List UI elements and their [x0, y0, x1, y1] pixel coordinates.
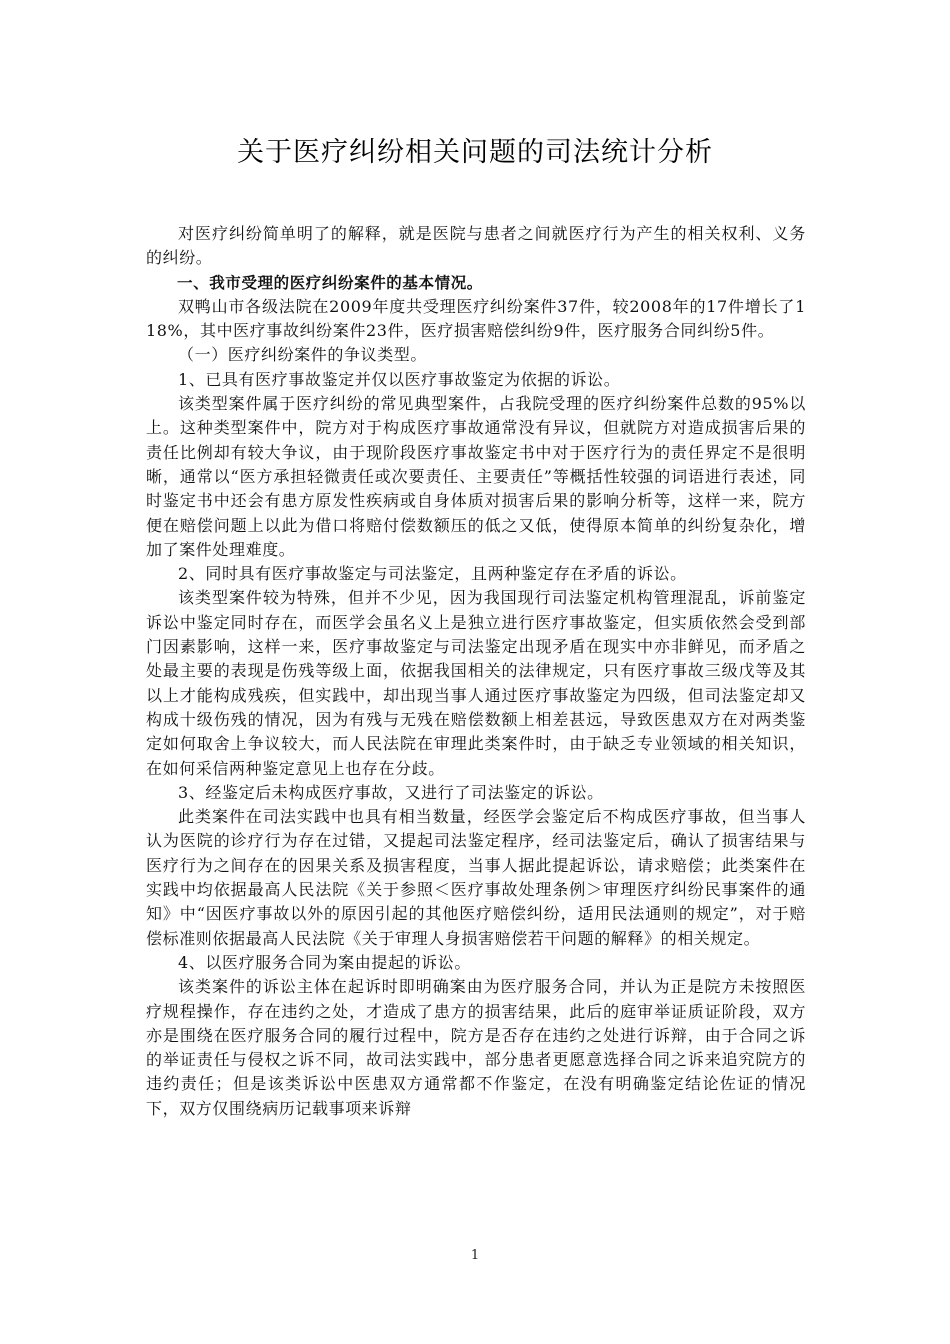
- document-title: 关于医疗纠纷相关问题的司法统计分析: [237, 137, 713, 168]
- document-body: [146, 222, 806, 1121]
- page-number: 1: [470, 1248, 480, 1263]
- paragraph: 双鸭山市各级法院在2009年度共受理医疗纠纷案件37件，较2008年的17件增长了118%，其中医疗事故纠纷案件23件，医疗损害赔偿纠纷9件，医疗服务合同纠纷5件。: [146, 296, 806, 341]
- list-item-heading: 3、经鉴定后未构成医疗事故，又进行了司法鉴定的诉讼。: [178, 782, 604, 802]
- paragraph: 此类案件在司法实践中也具有相当数量，经医学会鉴定后不构成医疗事故，但当事人认为医院的诊疗行为存在过错，又提起司法鉴定程序，经司法鉴定后，确认了损害结果与医疗行为之间存在的因果关系及损害程度，当事人据此提起诉讼，请求赔偿；此类案件在实践中均依据最高人民法院《关于参照＜医疗事故处理条例＞审理医疗纠纷民事案件的通知》中“因医疗事故以外的原因引起的其他医疗赔偿纠纷，适用民法通则的规定”，对于赔偿标准则依据最高人民法院《关于审理人身损害赔偿若干问题的解释》的相关规定。: [146, 807, 806, 948]
- paragraph: 该类型案件属于医疗纠纷的常见典型案件，占我院受理的医疗纠纷案件总数的95%以上。这种类型案件中，院方对于构成医疗事故通常没有异议，但就院方对造成损害后果的责任比例却有较大争议，由于现阶段医疗事故鉴定书中对于医疗行为的责任界定不是很明晰，通常以“医方承担轻微责任或次要责任、主要责任”等概括性较强的词语进行表述，同时鉴定书中还会有患方原发性疾病或自身体质对损害后果的影响分析等，这样一来，院方便在赔偿问题上以此为借口将赔付偿数额压的低之又低，使得原本简单的纠纷复杂化，增加了案件处理难度。: [146, 394, 806, 559]
- subsection-heading: （一）医疗纠纷案件的争议类型。: [178, 345, 428, 365]
- list-item-heading: 1、已具有医疗事故鉴定并仅以医疗事故鉴定为依据的诉讼。: [178, 369, 621, 389]
- paragraph: 对医疗纠纷简单明了的解释，就是医院与患者之间就医疗行为产生的相关权利、义务的纠纷。: [146, 224, 806, 268]
- list-item-heading: 4、以医疗服务合同为案由提起的诉讼。: [178, 952, 471, 972]
- list-item-heading: 2、同时具有医疗事故鉴定与司法鉴定，且两种鉴定存在矛盾的诉讼。: [178, 564, 687, 584]
- section-heading: 一、我市受理的医疗纠纷案件的基本情况。: [177, 273, 483, 292]
- paragraph: 该类案件的诉讼主体在起诉时即明确案由为医疗服务合同，并认为正是院方未按照医疗规程操作，存在违约之处，才造成了患方的损害结果，此后的庭审举证质证阶段，双方亦是围绕在医疗服务合同的履行过程中，院方是否存在违约之处进行诉辩，由于合同之诉的举证责任与侵权之诉不同，故司法实践中，部分患者更愿意选择合同之诉来追究院方的违约责任；但是该类诉讼中医患双方通常都不作鉴定，在没有明确鉴定结论佐证的情况下，双方仅围绕病历记载事项来诉辩: [146, 977, 806, 1118]
- paragraph: 该类型案件较为特殊，但并不少见，因为我国现行司法鉴定机构管理混乱，诉前鉴定诉讼中鉴定同时存在，而医学会虽名义上是独立进行医疗事故鉴定，但实质依然会受到部门因素影响，这样一来，医疗事故鉴定与司法鉴定出现矛盾在现实中亦非鲜见，而矛盾之处最主要的表现是伤残等级上面，依据我国相关的法律规定，只有医疗事故三级戊等及其以上才能构成残疾，但实践中，却出现当事人通过医疗事故鉴定为四级，但司法鉴定却又构成十级伤残的情况，因为有残与无残在赔偿数额上相差甚远，导致医患双方在对两类鉴定如何取舍上争议较大，而人民法院在审理此类案件时，由于缺乏专业领域的相关知识，在如何采信两种鉴定意见上也存在分歧。: [146, 588, 806, 778]
